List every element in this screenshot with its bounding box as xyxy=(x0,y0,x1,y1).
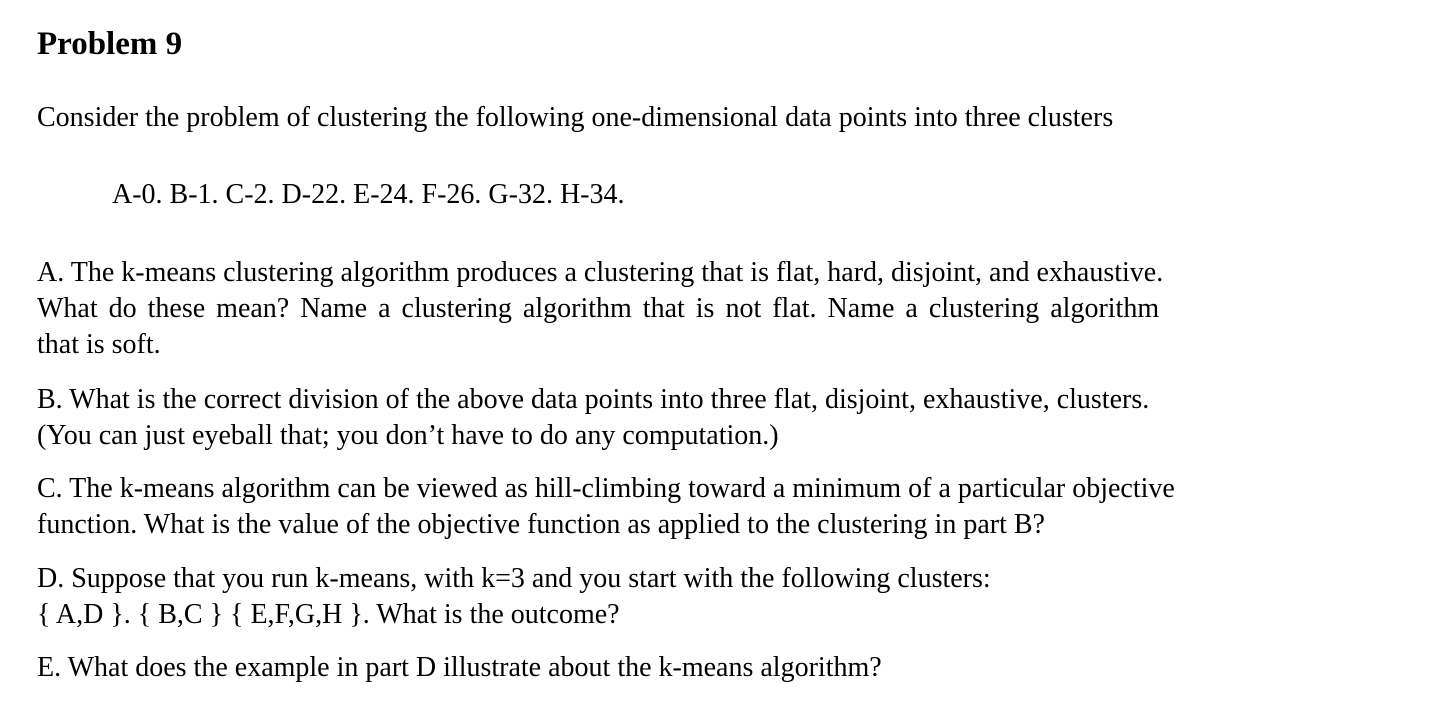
problem-intro: Consider the problem of clustering the following one-dimensional data points into three clusters xyxy=(37,102,1114,133)
part-d-line-2: { A,D }. { B,C } { E,F,G,H }. What is the outcome? xyxy=(37,599,620,630)
part-e xyxy=(37,650,1337,686)
part-b xyxy=(37,382,1337,454)
part-d xyxy=(37,561,1337,633)
part-c-line-2: function. What is the value of the objective function as applied to the clustering in part B? xyxy=(37,509,1045,540)
part-c-line-1: C. The k-means algorithm can be viewed as hill-climbing toward a minimum of a particular objective xyxy=(37,473,1175,504)
problem-title: Problem 9 xyxy=(37,26,183,62)
part-a xyxy=(37,255,1337,363)
part-c xyxy=(37,471,1337,543)
part-e-line-1: E. What does the example in part D illustrate about the k-means algorithm? xyxy=(37,652,882,683)
part-b-line-2: (You can just eyeball that; you don’t have to do any computation.) xyxy=(37,420,779,451)
part-a-line-2: What do these mean? Name a clustering algorithm that is not flat. Name a clustering algorithm xyxy=(37,293,1160,324)
part-a-line-3: that is soft. xyxy=(37,329,161,360)
data-points-list: A-0. B-1. C-2. D-22. E-24. F-26. G-32. H-34. xyxy=(112,179,625,210)
part-d-line-1: D. Suppose that you run k-means, with k=3 and you start with the following clusters: xyxy=(37,563,991,594)
part-b-line-1: B. What is the correct division of the above data points into three flat, disjoint, exhaustive, clusters. xyxy=(37,384,1150,415)
part-a-line-1: A. The k-means clustering algorithm produces a clustering that is flat, hard, disjoint, and exhaustive. xyxy=(37,257,1164,288)
